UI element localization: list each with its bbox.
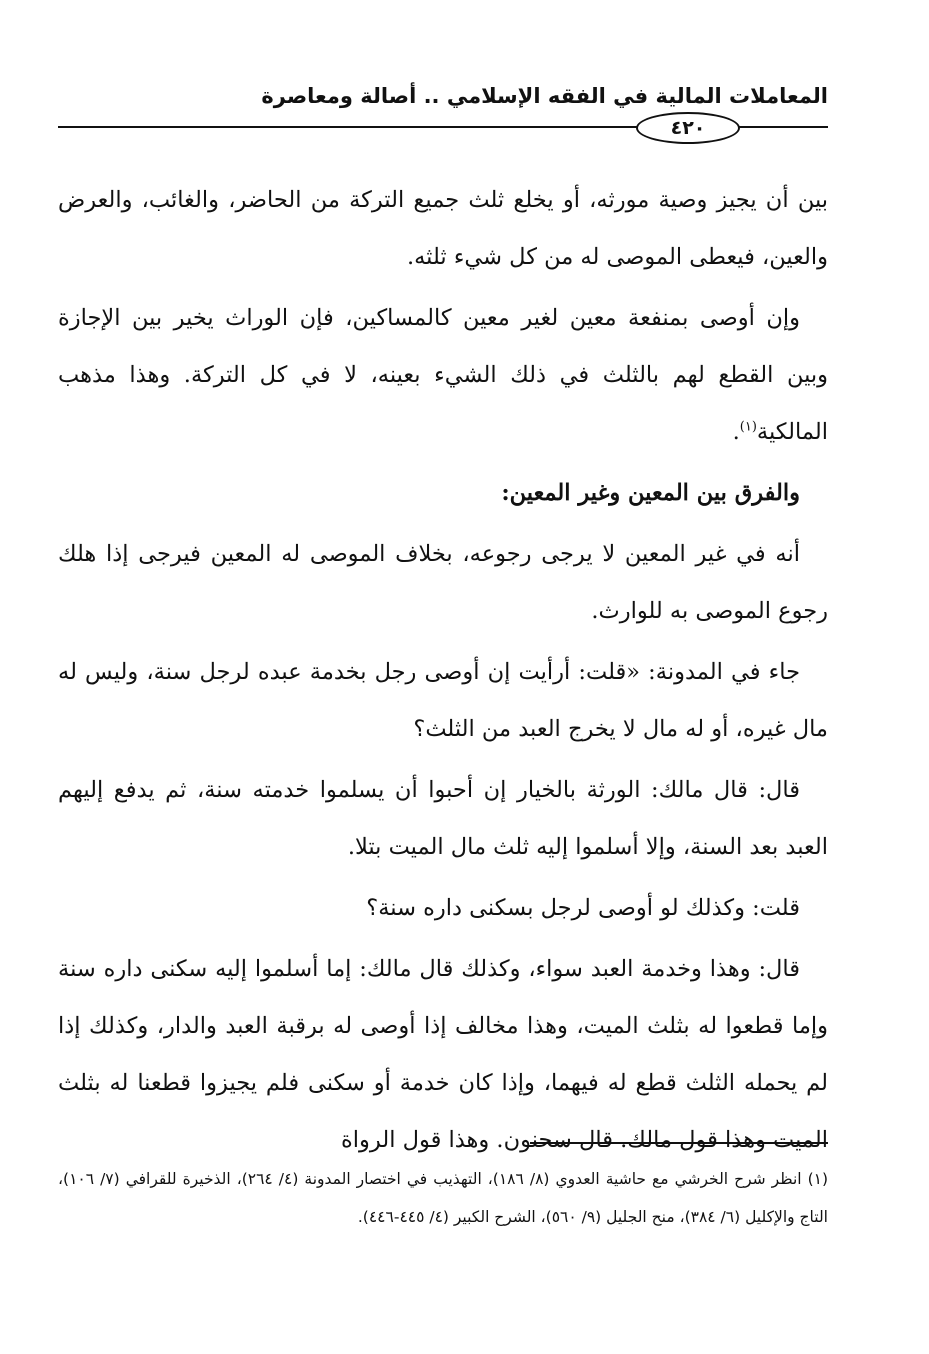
running-header	[58, 80, 828, 140]
footnote: (١) انظر شرح الخرشي مع حاشية العدوي (٨/ ١٨٦)، التهذيب في اختصار المدونة (٤/ ٢٦٤)، الذخيرة للقرافي (٧/ ١٠٦)، التاج والإكليل (٦/ ٣٨٤)، منح الجليل (٩/ ٥٦٠)، الشرح الكبير (٤/ ٤٤٥-٤٤٦).	[58, 1170, 829, 1226]
main-text	[58, 172, 828, 1173]
paragraph: أنه في غير المعين لا يرجى رجوعه، بخلاف الموصى له المعين فيرجى إذا هلك رجوع الموصى به للوارث.	[58, 541, 828, 624]
paragraph: جاء في المدونة: «قلت: أرأيت إن أوصى رجل بخدمة عبده لرجل سنة، وليس له مال غيره، أو له مال لا يخرج العبد من الثلث؟	[58, 659, 828, 742]
section-heading: والفرق بين المعين وغير المعين:	[501, 480, 800, 506]
paragraph-text: وإن أوصى بمنفعة معين لغير معين كالمساكين، فإن الوراث يخير بين الإجازة وبين القطع لهم بالثلث في ذلك الشيء بعينه، لا في كل التركة. وهذا مذهب المالكية	[58, 305, 828, 445]
footnote-separator	[530, 1142, 828, 1144]
paragraph: قال: قال مالك: الورثة بالخيار إن أحبوا أن يسلموا خدمته سنة، ثم يدفع إليهم العبد بعد السنة، وإلا أسلموا إليه ثلث مال الميت بتلا.	[58, 777, 828, 860]
book-title: المعاملات المالية في الفقه الإسلامي .. أصالة ومعاصرة	[261, 84, 828, 108]
paragraph: بين أن يجيز وصية مورثه، أو يخلع ثلث جميع التركة من الحاضر، والغائب، والعرض والعين، فيعطى الموصى له من كل شيء ثلثه.	[58, 187, 828, 270]
paragraph-with-footnote	[58, 290, 828, 461]
footnote-reference: (١)	[739, 419, 757, 435]
page-number: ٤٢٠	[636, 112, 740, 144]
paragraph: قال: وهذا وخدمة العبد سواء، وكذلك قال مالك: إما أسلموا إليه سكنى داره سنة وإما قطعوا له بثلث الميت، وهذا مخالف إذا أوصى له برقبة العبد والدار، وكذلك إذا لم يحمله الثلث قطع له فيهما، وإذا كان خدمة أو سكنى فلم يجيزوا قطعنا له بثلث الميت وهذا قول مالك. قال سحنون. وهذا قول الرواة	[58, 956, 828, 1153]
paragraph-tail: .	[732, 419, 740, 445]
paragraph: قلت: وكذلك لو أوصى لرجل بسكنى داره سنة؟	[366, 895, 800, 921]
